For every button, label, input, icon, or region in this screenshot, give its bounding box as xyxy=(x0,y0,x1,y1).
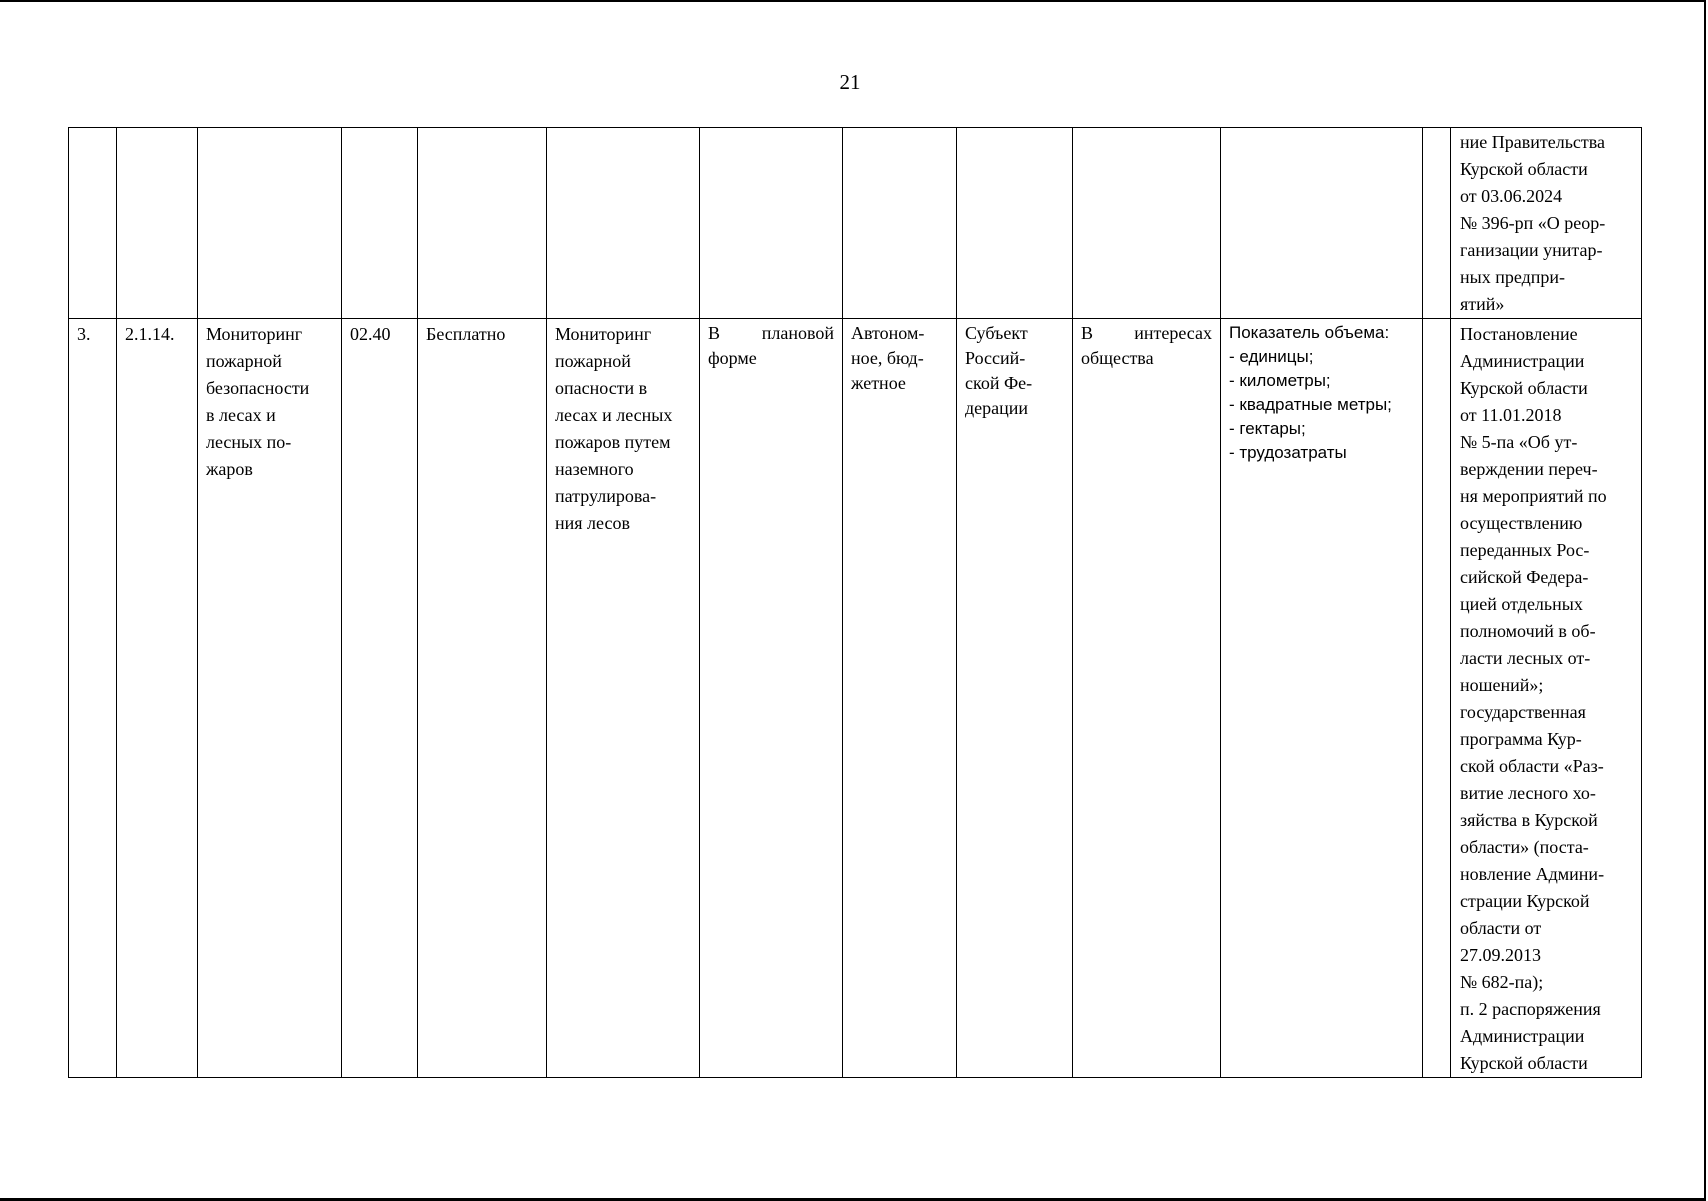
cell-founder: Субъект Россий- ской Фе- дерации xyxy=(957,319,1073,1078)
cell-legal-basis: Постановление Администрации Курской области от 11.01.2018 № 5-па «Об ут- верждении переч- ня мероприятий по осуществлению переданных Рос- сийской Федера- цией отдельных полномочий в об- ласти лесных от- ношений»; государственная программа Кур- ской области «Раз- витие лесного хо- зяйства в Курской области» (поста- новление Админи- страции Курской области от 27.09.2013 № 682-па); п. 2 распоряжения Администрации Курской области xyxy=(1451,319,1642,1078)
cell-empty xyxy=(957,128,1073,319)
cell-basis-continuation: ние Правительства Курской области от 03.06.2024 № 396-рп «О реор- ганизации унитар- ных предпри- ятий» xyxy=(1451,128,1642,319)
cell-empty xyxy=(547,128,700,319)
cell-empty xyxy=(700,128,843,319)
cell-empty xyxy=(1423,319,1451,1078)
cell-indicators: Показатель объема: - единицы; - километры; - квадратные метры; - гектары; - трудозатраты xyxy=(1221,319,1423,1078)
cell-empty xyxy=(69,128,117,319)
table-row xyxy=(69,319,1642,1078)
registry-table xyxy=(68,127,1642,1078)
cell-service-name: Мониторинг пожарной безопасности в лесах и лесных по- жаров xyxy=(198,319,342,1078)
cell-empty xyxy=(1221,128,1423,319)
cell-interests: В интересах общества xyxy=(1073,319,1221,1078)
cell-row-number: 3. xyxy=(69,319,117,1078)
cell-service-code: 2.1.14. xyxy=(117,319,198,1078)
continuation-row xyxy=(69,128,1642,319)
cell-empty xyxy=(1073,128,1221,319)
cell-service-form: В плановой форме xyxy=(700,319,843,1078)
cell-payment: Бесплатно xyxy=(418,319,547,1078)
cell-empty xyxy=(1423,128,1451,319)
cell-empty xyxy=(198,128,342,319)
cell-institution-type: Автоном- ное, бюд- жетное xyxy=(843,319,957,1078)
cell-service-content: Мониторинг пожарной опасности в лесах и лесных пожаров путем наземного патрулирова- ния лесов xyxy=(547,319,700,1078)
cell-empty xyxy=(843,128,957,319)
cell-okved-code: 02.40 xyxy=(342,319,418,1078)
cell-empty xyxy=(117,128,198,319)
cell-empty xyxy=(418,128,547,319)
cell-empty xyxy=(342,128,418,319)
page-number: 21 xyxy=(839,70,861,94)
